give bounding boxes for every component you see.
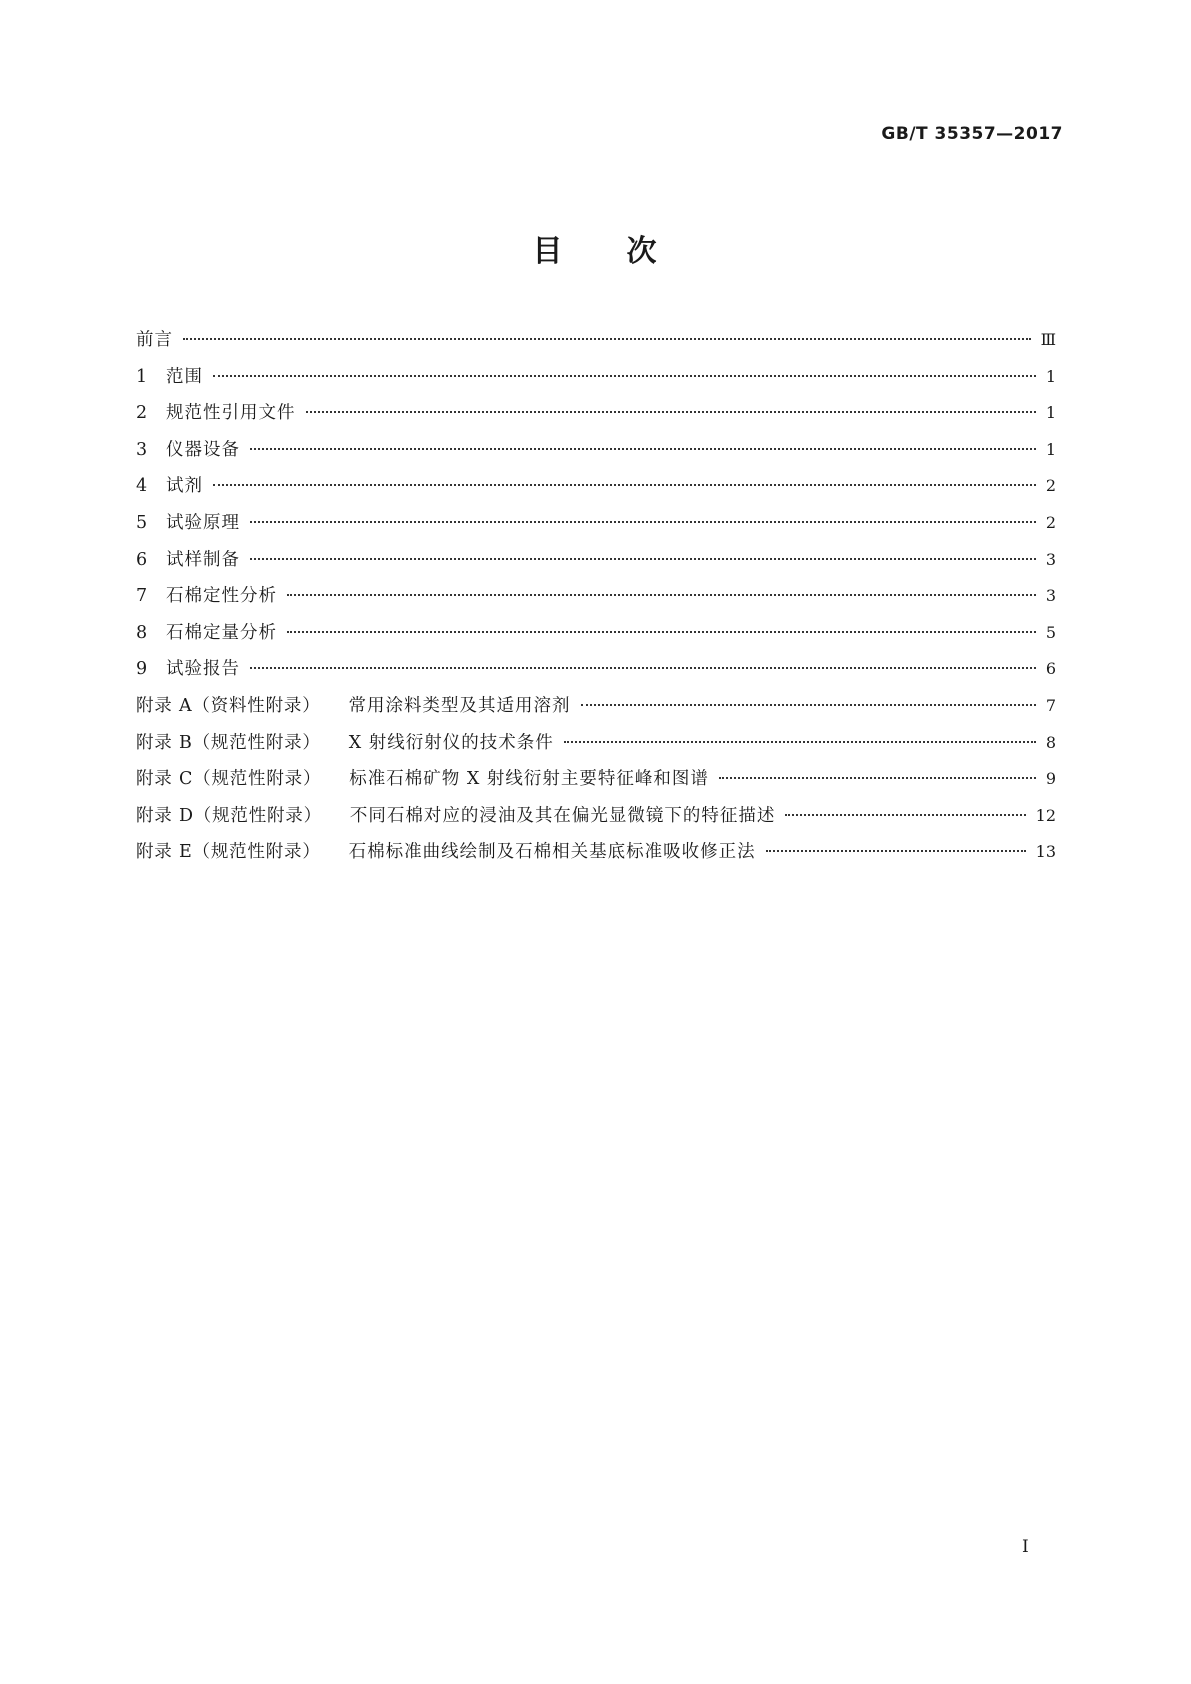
page-number: I	[1022, 1537, 1029, 1557]
toc-entry-foreword[interactable]	[136, 326, 1056, 363]
toc-title-first-char: 目	[532, 234, 565, 269]
toc-leader-dots	[250, 521, 1036, 523]
toc-appendix-c[interactable]	[136, 765, 1056, 802]
toc-appendix-title: 不同石棉对应的浸油及其在偏光显微镜下的特征描述	[349, 805, 776, 826]
toc-entry-page: 8	[1045, 732, 1056, 752]
toc-entry-page: 2	[1045, 476, 1056, 496]
toc-appendix-label: 附录 D（规范性附录）	[136, 805, 322, 826]
toc-appendix-e[interactable]	[136, 838, 1056, 875]
toc-entry-page: 7	[1045, 695, 1056, 715]
toc-entry-9[interactable]	[136, 655, 1056, 692]
toc-entry-8[interactable]	[136, 619, 1056, 656]
toc-entry-page: 13	[1035, 842, 1056, 862]
toc-entry-label: 前言	[136, 330, 173, 350]
toc-entry-label: 试验原理	[166, 512, 240, 533]
toc-appendix-label: 附录 C（规范性附录）	[136, 769, 322, 790]
toc-appendix-title: X 射线衍射仪的技术条件	[348, 732, 554, 753]
toc-entry-page: 2	[1045, 512, 1056, 532]
toc-entry-3[interactable]	[136, 436, 1056, 473]
toc-leader-dots	[183, 338, 1031, 340]
toc-entry-5[interactable]	[136, 509, 1056, 546]
toc-entry-page: 3	[1045, 549, 1056, 569]
toc-entry-page: Ⅲ	[1040, 330, 1056, 349]
toc-appendix-b[interactable]	[136, 729, 1056, 766]
toc-leader-dots	[766, 850, 1026, 852]
toc-leader-dots	[250, 667, 1036, 669]
toc-title	[0, 226, 1191, 270]
toc-entry-label: 试剂	[166, 476, 203, 497]
toc-entry-page: 6	[1045, 659, 1056, 679]
toc-entry-label: 规范性引用文件	[166, 403, 296, 424]
toc-leader-dots	[287, 594, 1036, 596]
toc-entry-number: 9	[136, 659, 148, 680]
toc-entry-page: 9	[1045, 769, 1056, 789]
toc-leader-dots	[250, 558, 1036, 560]
toc-entry-number: 7	[136, 586, 148, 607]
toc-entry-page: 5	[1045, 622, 1056, 642]
toc-entry-page: 12	[1035, 805, 1056, 825]
toc-leader-dots	[306, 411, 1036, 413]
toc-appendix-label: 附录 E（规范性附录）	[136, 842, 321, 863]
toc-entry-7[interactable]	[136, 582, 1056, 619]
toc-leader-dots	[719, 777, 1036, 779]
toc-appendix-title: 常用涂料类型及其适用溶剂	[348, 695, 571, 716]
toc-leader-dots	[581, 704, 1036, 706]
toc-entry-label: 试验报告	[166, 659, 240, 680]
toc-entry-number: 4	[136, 476, 148, 497]
table-of-contents	[136, 326, 1056, 875]
toc-entry-1[interactable]	[136, 363, 1056, 400]
toc-entry-label: 石棉定量分析	[166, 622, 277, 643]
toc-leader-dots	[213, 375, 1036, 377]
toc-entry-number: 3	[136, 439, 148, 460]
standard-code: GB/T 35357—2017	[881, 124, 1063, 144]
toc-leader-dots	[250, 448, 1036, 450]
toc-entry-label: 试样制备	[166, 549, 240, 570]
toc-entry-4[interactable]	[136, 472, 1056, 509]
toc-leader-dots	[564, 741, 1036, 743]
toc-entry-page: 1	[1045, 366, 1056, 386]
toc-leader-dots	[287, 631, 1036, 633]
toc-leader-dots	[785, 814, 1025, 816]
toc-entry-label: 范围	[166, 366, 203, 387]
toc-appendix-d[interactable]	[136, 802, 1056, 839]
toc-appendix-title: 石棉标准曲线绘制及石棉相关基底标准吸收修正法	[348, 842, 756, 863]
toc-entry-number: 2	[136, 403, 148, 424]
toc-entry-page: 1	[1045, 403, 1056, 423]
toc-entry-number: 1	[136, 366, 148, 387]
toc-title-second-char: 次	[626, 234, 659, 269]
toc-entry-number: 8	[136, 622, 148, 643]
toc-entry-page: 1	[1045, 439, 1056, 459]
toc-appendix-title: 标准石棉矿物 X 射线衍射主要特征峰和图谱	[349, 769, 709, 790]
toc-entry-number: 6	[136, 549, 148, 570]
toc-appendix-label: 附录 B（规范性附录）	[136, 732, 321, 753]
toc-entry-6[interactable]	[136, 546, 1056, 583]
toc-entry-2[interactable]	[136, 399, 1056, 436]
toc-leader-dots	[213, 484, 1036, 486]
toc-entry-label: 仪器设备	[166, 439, 240, 460]
toc-entry-number: 5	[136, 512, 148, 533]
toc-entry-label: 石棉定性分析	[166, 586, 277, 607]
toc-appendix-label: 附录 A（资料性附录）	[136, 695, 321, 716]
toc-appendix-a[interactable]	[136, 692, 1056, 729]
toc-entry-page: 3	[1045, 586, 1056, 606]
